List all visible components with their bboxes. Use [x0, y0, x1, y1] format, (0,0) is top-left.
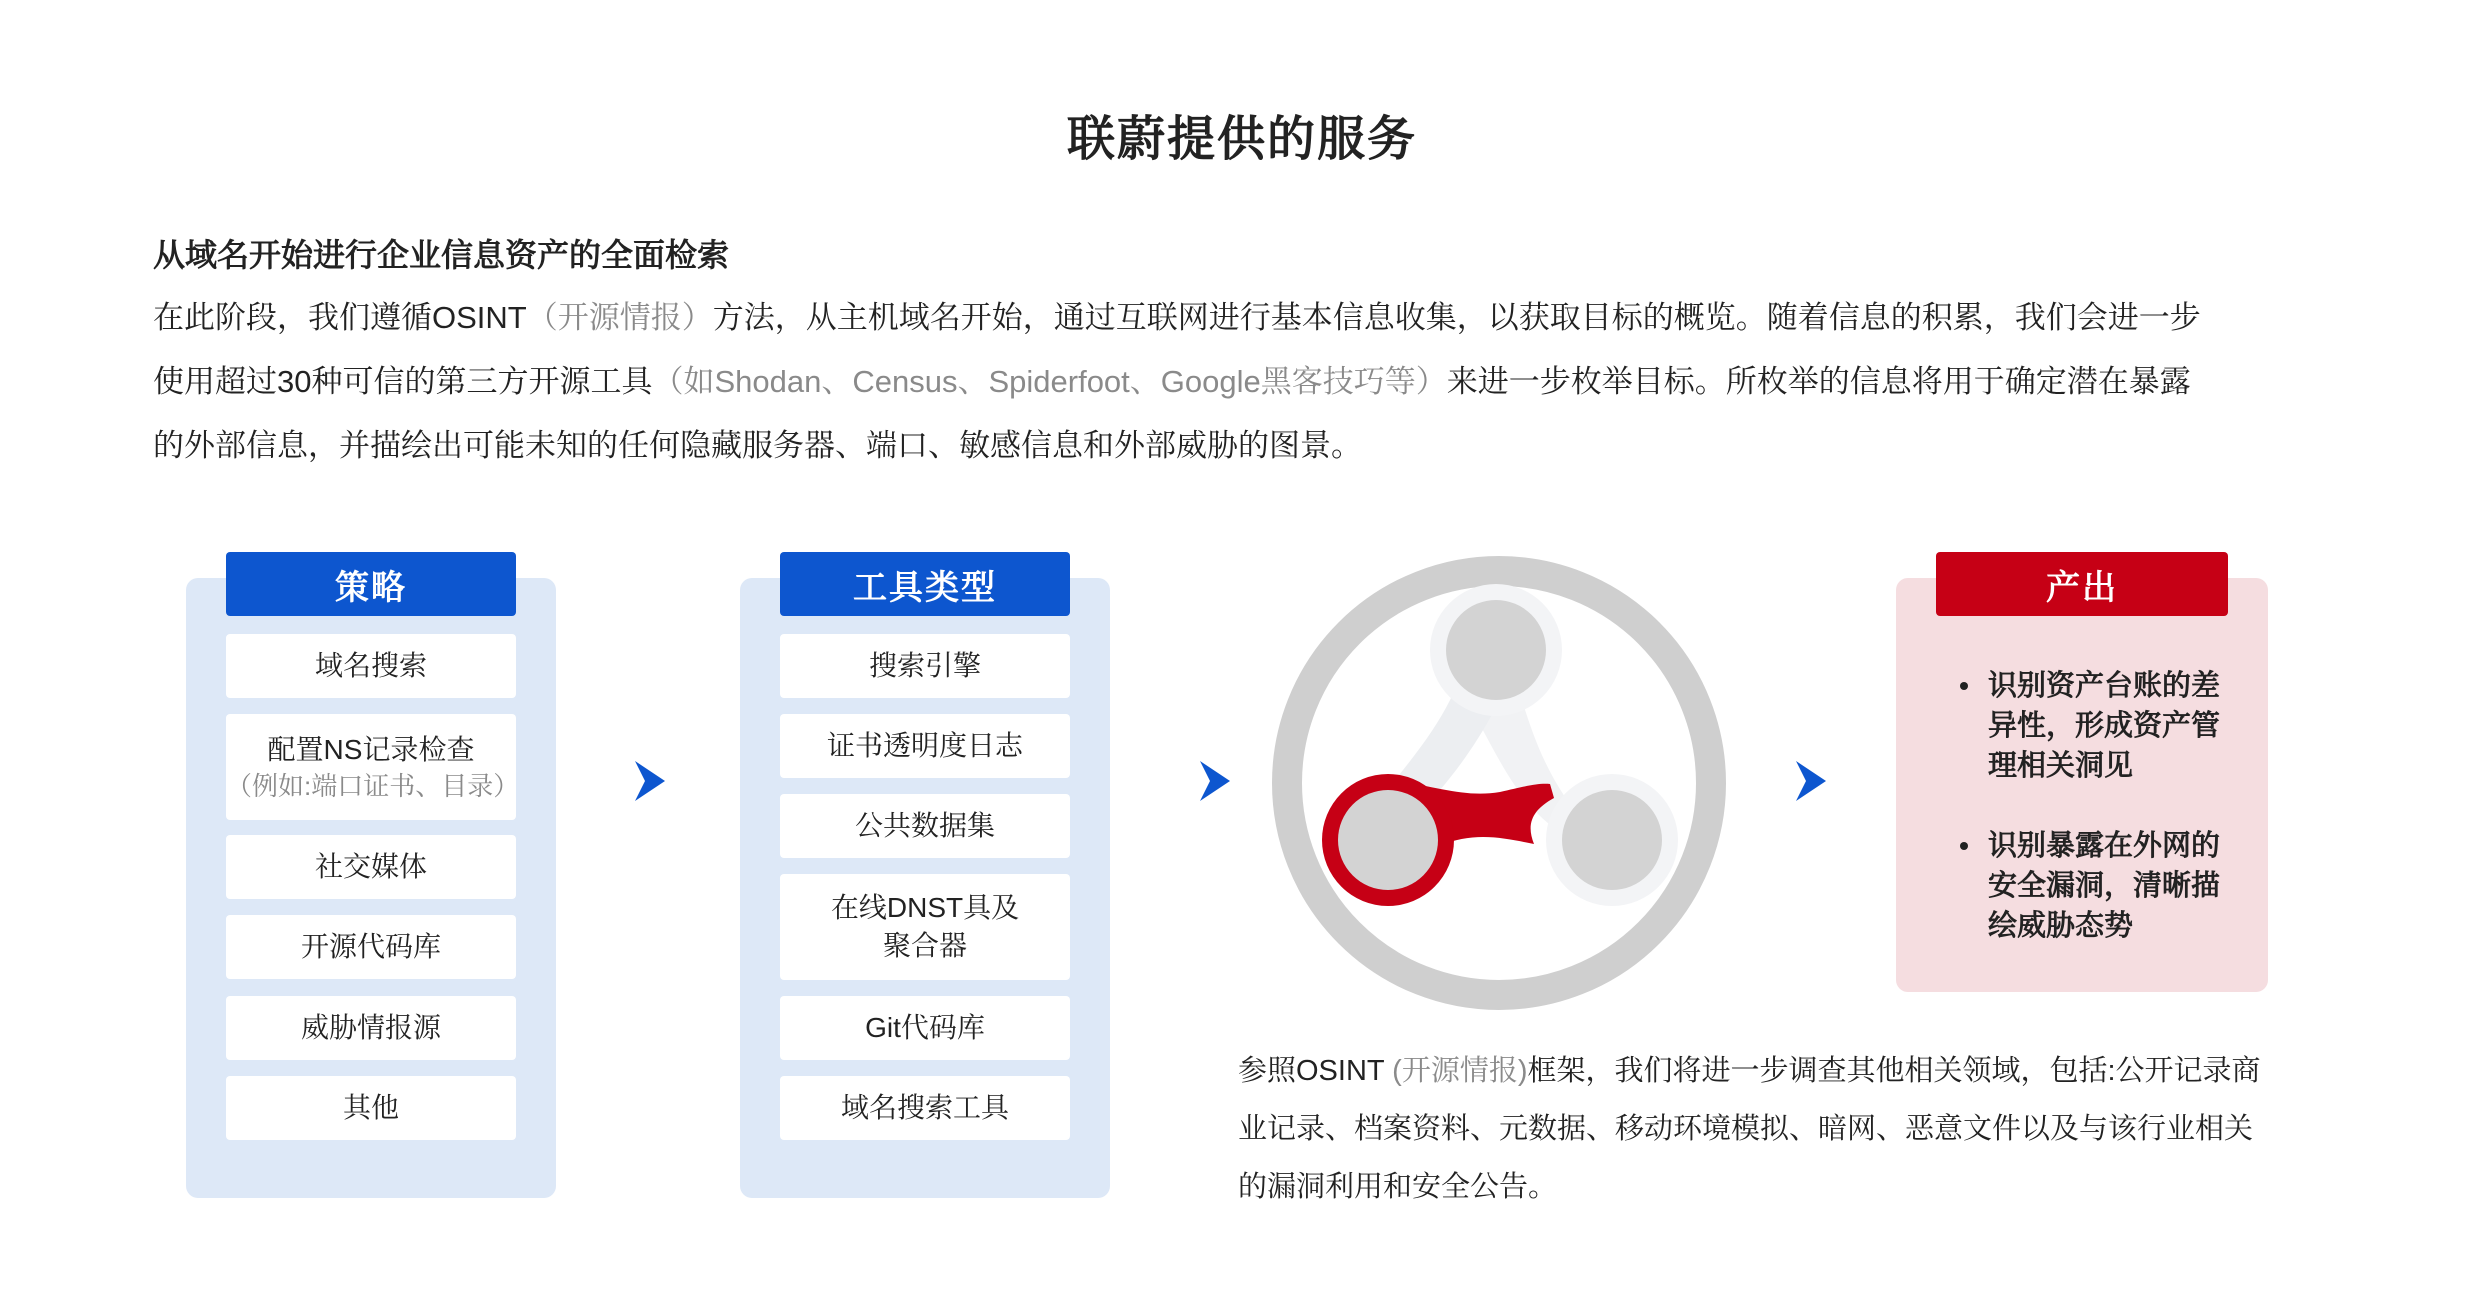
tools-item-search-engine: [780, 634, 1070, 698]
strategy-item-code-repo: [226, 915, 516, 979]
strategy-item-threat-intel: [226, 996, 516, 1060]
item-label: 域名搜索工具: [840, 1092, 1009, 1123]
tools-item-dns-tools: [780, 874, 1070, 980]
output-list: [1956, 666, 2256, 986]
osint-network-icon: [1264, 548, 1734, 1018]
arrow-right-icon: [1200, 761, 1230, 801]
strategy-item-domain-search: [226, 634, 516, 698]
item-label: 搜索引擎: [868, 650, 981, 681]
item-label: 域名搜索: [314, 650, 427, 681]
strategy-item-other: [226, 1076, 516, 1140]
output-line: 异性，形成资产管: [1988, 710, 2221, 742]
intro-text: 在此阶段，我们遵循OSINT: [153, 300, 527, 335]
intro-section: [153, 230, 2333, 478]
tools-item-public-datasets: [780, 794, 1070, 858]
reference-text: [1238, 1042, 2278, 1216]
tools-item-cert-logs: [780, 714, 1070, 778]
item-label: 配置NS记录检查: [267, 734, 475, 765]
reference-text-a: 参照OSINT: [1238, 1055, 1393, 1087]
page-title: 联蔚提供的服务: [1066, 113, 1417, 166]
item-label: 在线DNST具及: [830, 892, 1020, 923]
tools-item-domain-tools: [780, 1076, 1070, 1140]
tools-item-git-repo: [780, 996, 1070, 1060]
strategy-panel: [186, 568, 556, 1198]
strategy-item-ns-check: [226, 714, 520, 820]
item-label: 威胁情报源: [300, 1012, 441, 1043]
output-panel: [1896, 568, 2268, 992]
tools-panel: [740, 568, 1110, 1198]
item-label: 开源代码库: [300, 931, 441, 962]
intro-aside: （如Shodan、Census、Spiderfoot、Google黑客技巧等）: [652, 364, 1447, 399]
output-item: [1956, 666, 2256, 786]
item-label: 证书透明度日志: [826, 730, 1023, 761]
bullet-icon: [1960, 682, 1968, 690]
intro-text: 使用超过30种可信的第三方开源工具: [153, 364, 653, 399]
item-label: 公共数据集: [854, 810, 995, 841]
intro-text: 来进一步枚举目标。所枚举的信息将用于确定潜在暴露: [1446, 364, 2191, 399]
item-label: 社交媒体: [314, 851, 427, 882]
item-sublabel: （例如:端口证书、目录）: [226, 771, 520, 801]
arrow-right-icon: [1796, 761, 1826, 801]
intro-line-1: [153, 286, 2333, 350]
intro-text: 方法，从主机域名开始，通过互联网进行基本信息收集，以获取目标的概览。随着信息的积累，我们会进一步: [712, 300, 2201, 335]
output-line: 识别资产台账的差: [1988, 670, 2221, 702]
strategy-item-social-media: [226, 835, 516, 899]
reference-aside: (开源情报): [1392, 1055, 1528, 1087]
reference-text-b: 框架，我们将进一步调查其他相关领域，包括:公开记录商业记录、档案资料、元数据、移动环境模拟、暗网、恶意文件以及与该行业相关的漏洞利用和安全公告。: [1238, 1055, 2261, 1203]
bullet-icon: [1960, 842, 1968, 850]
intro-line-3: 的外部信息，并描绘出可能未知的任何隐藏服务器、端口、敏感信息和外部威胁的图景。: [153, 428, 1362, 463]
intro-aside: （开源情报）: [526, 300, 713, 335]
item-label: Git代码库: [865, 1012, 985, 1043]
output-line: 安全漏洞，清晰描: [1988, 870, 2221, 902]
item-label-line2: 聚合器: [882, 930, 967, 961]
intro-heading: 从域名开始进行企业信息资产的全面检索: [153, 237, 730, 273]
output-line: 绘威胁态势: [1988, 910, 2134, 942]
intro-line-2: [153, 350, 2333, 414]
intro-body: [153, 286, 2333, 478]
output-line: 理相关洞见: [1988, 750, 2134, 782]
arrow-right-icon: [635, 761, 665, 801]
tools-header: 工具类型: [780, 552, 1070, 616]
item-label: 其他: [342, 1092, 399, 1123]
output-line: 识别暴露在外网的: [1988, 830, 2221, 862]
strategy-header: 策略: [226, 552, 516, 616]
output-item: [1956, 826, 2256, 946]
output-header: 产出: [1936, 552, 2228, 616]
